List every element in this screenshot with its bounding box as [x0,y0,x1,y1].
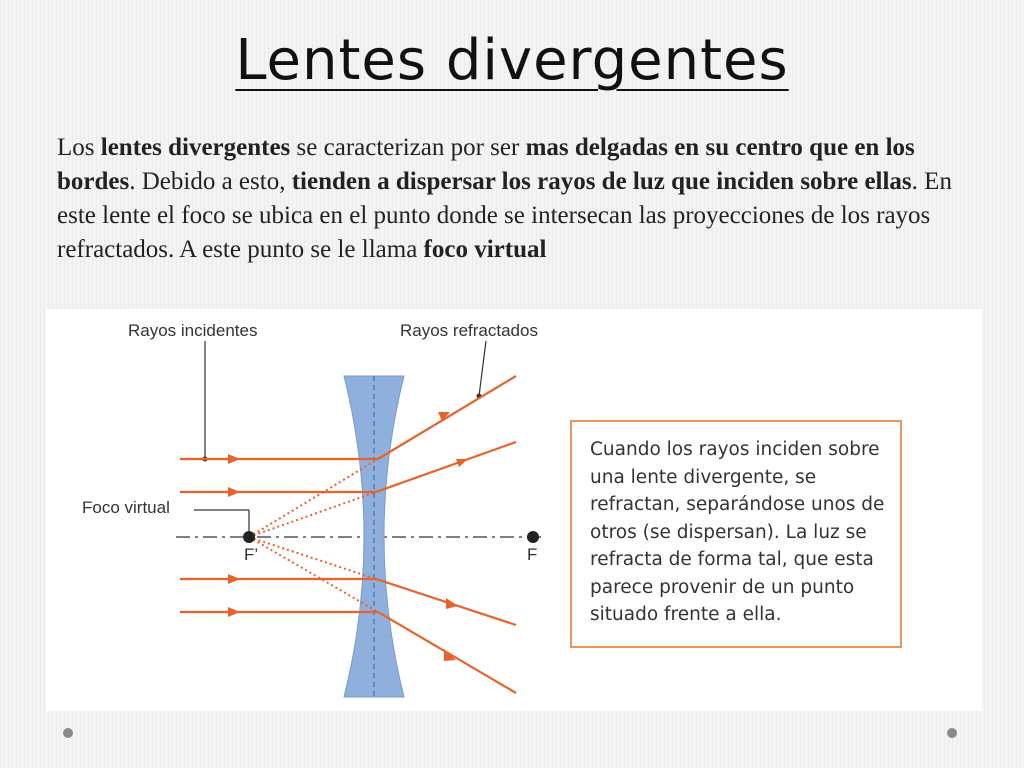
refracted-rays-label: Rayos refractados [400,321,538,340]
refracted-rays [376,376,516,693]
slide-title: Lentes divergentes [235,28,789,93]
f-label: F [527,545,538,564]
explanation-text: Cuando los rayos inciden sobre una lente divergente, se refractan, separándose unos de otros (se dispersan). La luz se refracta de forma tal, que esta parece provenir de un punto situado frente a ella. [590,439,885,625]
focus-point [527,531,539,543]
f-prime-label: F’ [244,545,259,564]
virtual-focus-point [243,531,255,543]
diverging-lens-figure [46,309,982,711]
corner-dot-right [947,728,957,738]
corner-dot-left [63,728,73,738]
body-paragraph: Los lentes divergentes se caracterizan por ser mas delgadas en su centro que en los bordes. Debido a esto, tienden a dispersar los rayos de luz que inciden sobre ellas. En este lente el foco se ubica en el punto donde se intersecan las proyecciones de los rayos refractados. A este punto se le llama foco virtual [57,134,952,263]
virtual-focus-label: Foco virtual [82,498,170,517]
incident-arrows [228,454,240,617]
incident-rays-label: Rayos incidentes [128,321,258,340]
incident-rays [180,459,378,612]
leader-refracted [479,341,486,396]
explanation-box [570,420,902,648]
virtual-projections [249,459,378,612]
